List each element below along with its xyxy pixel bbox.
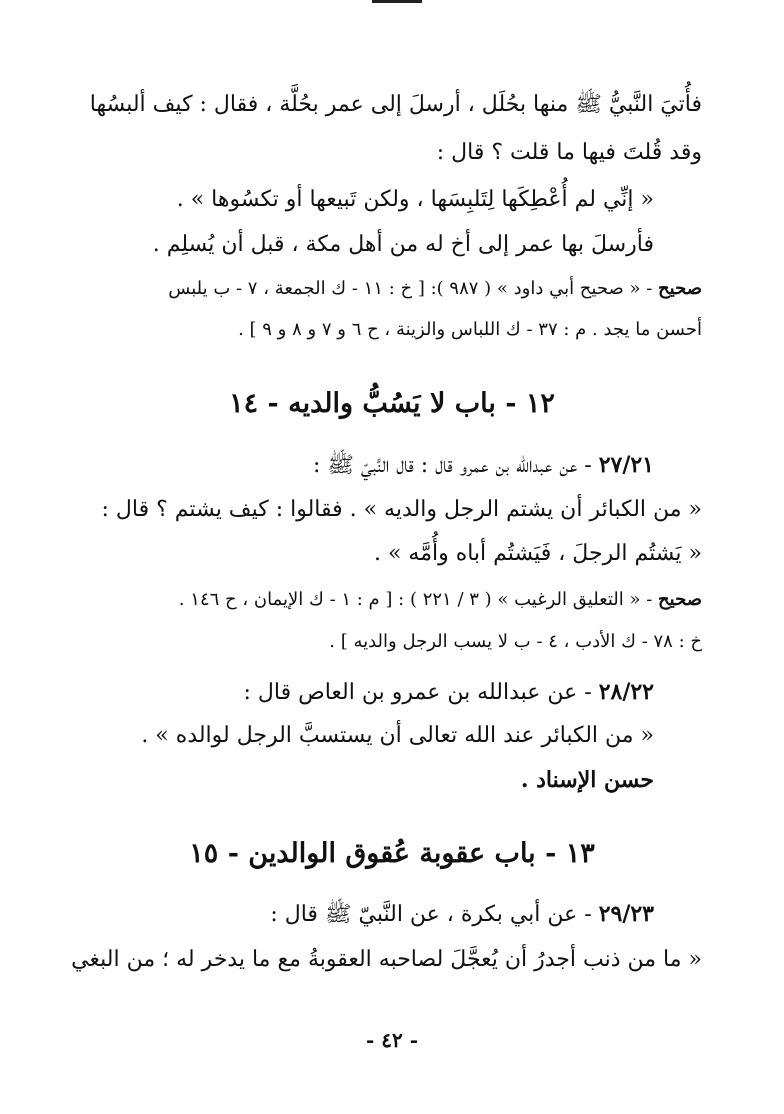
hadith-number: ٢٧/٢١ bbox=[598, 452, 654, 478]
chapter-heading-13: ١٣ - باب عقوبة عُقوق الوالدين - ١٥ bbox=[189, 838, 595, 869]
hadith-21-line-1: « من الكبائر أن يشتم الرجل والديه » . فقالوا : كيف يشتم ؟ قال : bbox=[101, 497, 702, 522]
hadith-23-line-1: « ما من ذنب أجدرُ أن يُعجَّلَ لصاحبه العقوبةُ مع ما يدخر له ؛ من البغي bbox=[71, 947, 702, 972]
hadith-22-intro bbox=[82, 675, 654, 710]
reference-1-line-1 bbox=[82, 272, 702, 306]
reference-text: - « صحيح أبي داود » ( ٩٨٧ ): [ خ : ١١ - ك الجمعة ، ٧ - ب يلبس bbox=[168, 278, 659, 299]
text-line-1: فأُتيَ النَّبيُّ ﷺ منها بحُلَل ، أرسلَ إلى عمر بحُلَّة ، فقال : كيف ألبسُها bbox=[89, 92, 702, 117]
reference-1-line-2: أحسن ما يجد . م : ٣٧ - ك اللباس والزينة ، ح ٦ و ٧ و ٨ و ٩ ] . bbox=[238, 319, 702, 340]
page-number: - ٤٢ - bbox=[365, 1028, 418, 1052]
text-line-3: « إنِّي لم أُعْطِكَها لِتَلبِسَها ، ولكن تَبيعها أو تكسُوها » . bbox=[176, 187, 654, 212]
hadith-number: ٢٨/٢٢ bbox=[598, 679, 654, 705]
text-line-2: وقد قُلتَ فيها ما قلت ؟ قال : bbox=[436, 140, 702, 165]
hadith-intro-text: - عن عبدالله بن عمرو قال : قال النَّبيّ ﷺ : bbox=[312, 453, 599, 478]
grade-label: صحيح bbox=[658, 278, 702, 299]
hadith-21-intro bbox=[82, 448, 654, 483]
hadith-number: ٢٩/٢٣ bbox=[598, 901, 654, 927]
reference-2-line-2: خ : ٧٨ - ك الأدب ، ٤ - ب لا يسب الرجل والديه ] . bbox=[329, 631, 702, 652]
hadith-intro-text: - عن عبدالله بن عمرو بن العاص قال : bbox=[243, 680, 599, 705]
text-line-4: فأرسلَ بها عمر إلى أخ له من أهل مكة ، قبل أن يُسلِم . bbox=[152, 232, 654, 257]
hadith-intro-text: - عن أبي بكرة ، عن النَّبيّ ﷺ قال : bbox=[270, 902, 599, 927]
reference-2-line-1 bbox=[82, 583, 702, 617]
hadith-23-intro bbox=[82, 897, 654, 932]
chapter-heading-12: ١٢ - باب لا يَسُبُّ والديه - ١٤ bbox=[229, 388, 555, 419]
reference-text: - « التعليق الرغيب » ( ٣ / ٢٢١ ) : [ م : ١ - ك الإيمان ، ح ١٤٦ . bbox=[178, 589, 659, 610]
grade-label: صحيح bbox=[658, 589, 702, 610]
hadith-22-line-1: « من الكبائر عند الله تعالى أن يستسبَّ الرجل لوالده » . bbox=[141, 723, 654, 748]
top-rule bbox=[372, 0, 422, 3]
hadith-22-grade: حسن الإسناد . bbox=[520, 767, 654, 793]
hadith-21-line-2: « يَشتُم الرجلَ ، فَيَشتُم أباه وأُمَّه » . bbox=[373, 541, 702, 566]
